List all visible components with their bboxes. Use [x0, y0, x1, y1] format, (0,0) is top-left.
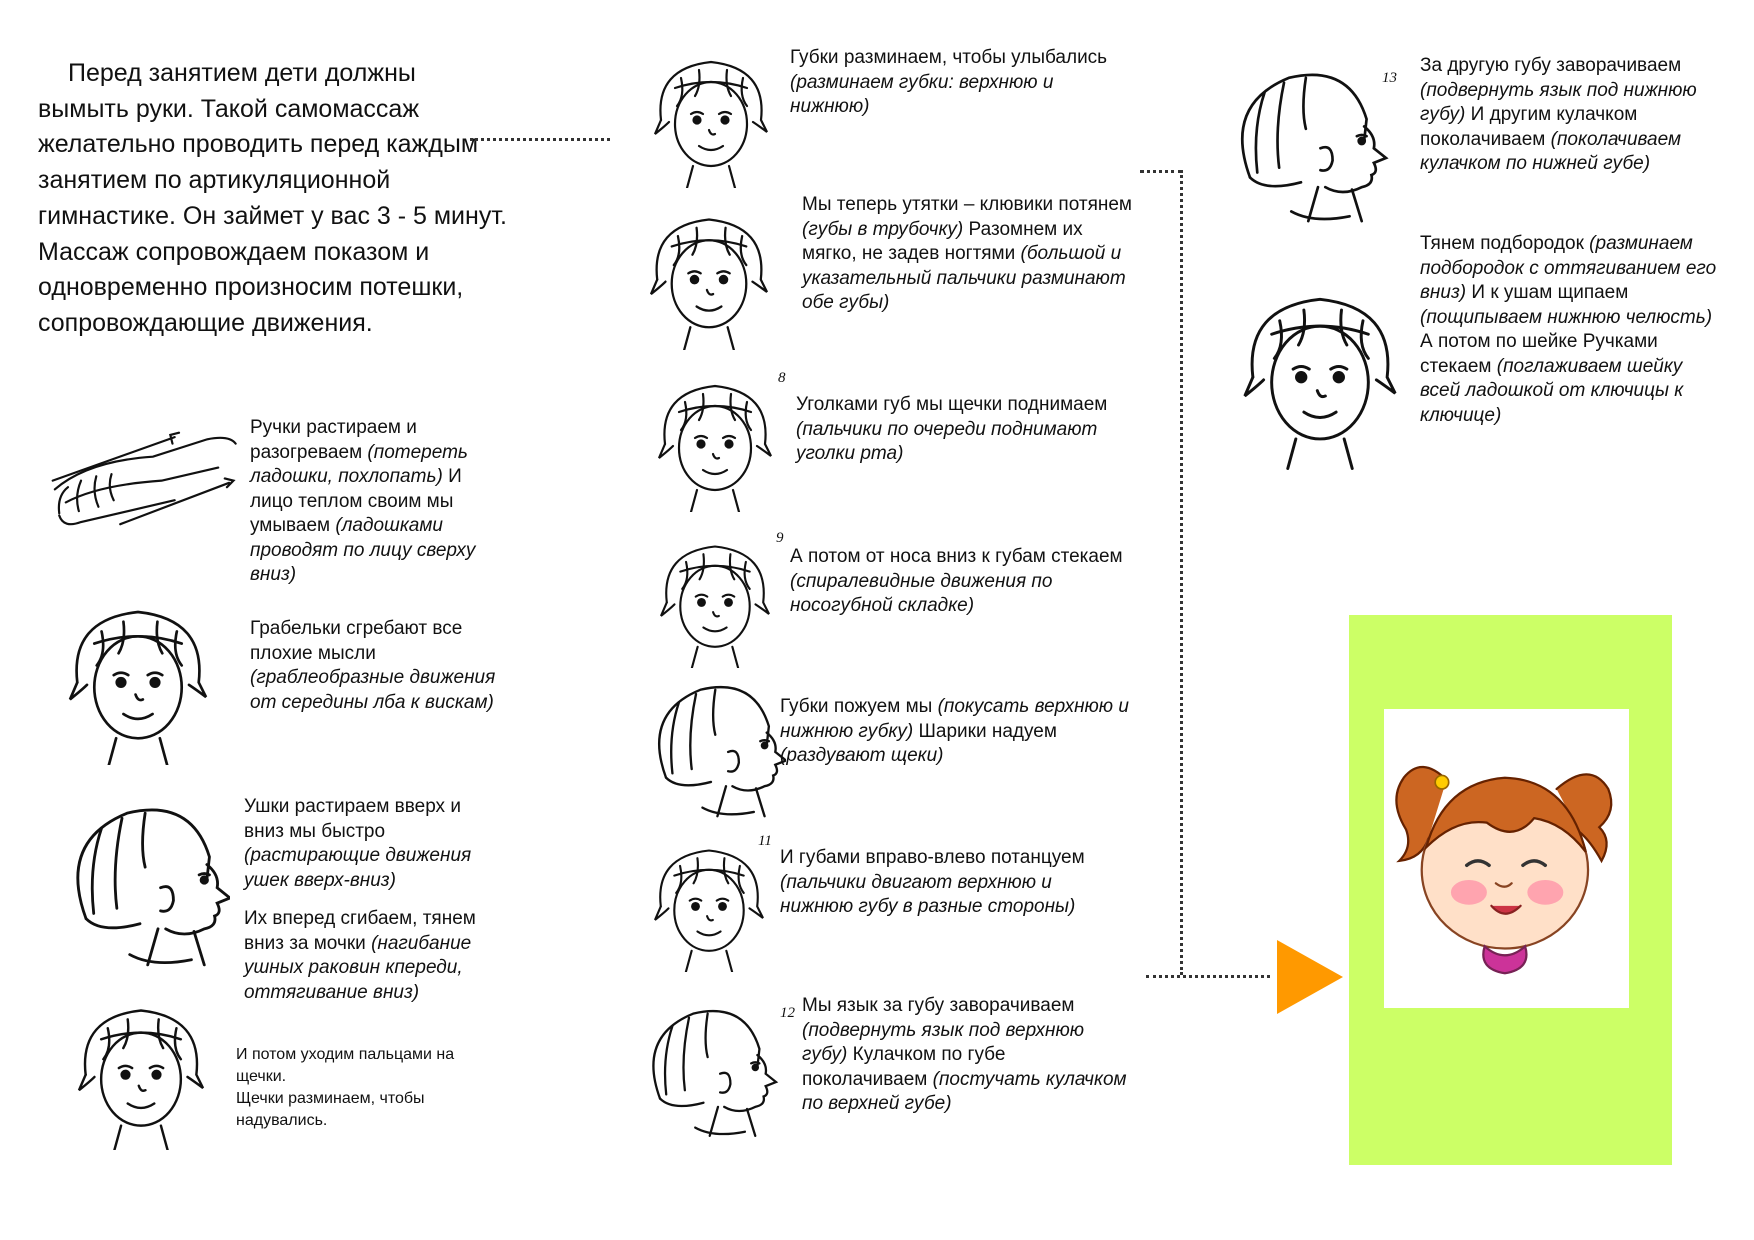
middle-block-7: [802, 994, 1132, 1117]
left-block-3: [244, 795, 500, 1005]
orange-arrow-icon: [1277, 940, 1343, 1014]
middle-4-text-1: А потом от носа вниз к губам стекаем: [790, 546, 1123, 567]
right-2-instruction-1: (разминаем подбородок с оттягиванием его вниз): [1420, 233, 1717, 303]
middle-7-text-2: Кулачком по губе поколачиваем: [802, 1044, 1006, 1090]
middle-block-1: [790, 46, 1130, 120]
dotted-connector-right-top: [1140, 170, 1182, 173]
left-1-instruction-1: (потереть ладошки, похлопать): [250, 441, 468, 487]
ear-rubbing-illustration: [50, 785, 230, 975]
rubbing-hands-illustration: [44, 410, 240, 560]
middle-3-text-1: Уголками губ мы щечки поднимаем: [796, 394, 1108, 415]
middle-5-text-1: Губки пожуем мы: [780, 696, 933, 717]
middle-6-instruction-1: (пальчики двигают верхнюю и нижнюю губу в разные стороны): [780, 871, 1076, 917]
forehead-massage-illustration: [38, 595, 238, 765]
left-1-text-1: Ручки растираем и разогреваем: [250, 417, 417, 463]
left-4-text-2: Щечки разминаем, чтобы надувались.: [236, 1090, 425, 1129]
left-1-instruction-2: (ладошками проводят по лицу сверху вниз): [250, 515, 476, 585]
lips-massage-illustration: [636, 48, 786, 188]
middle-5-instruction-1: (покусать верхнюю и нижнюю губку): [780, 696, 1129, 742]
right-2-text-2: И к ушам щипаем: [1471, 282, 1629, 303]
duck-lips-illustration: [634, 205, 784, 350]
step-number-11: 11: [758, 833, 772, 849]
middle-2-text-2: Разомнем их мягко, не задев ногтями: [802, 218, 1083, 264]
middle-1-text-1: Губки разминаем, чтобы улыбались: [790, 47, 1108, 68]
middle-7-text-1: Мы язык за губу заворачиваем: [802, 995, 1075, 1016]
left-3-text-2: Их вперед сгибаем, тянем вниз за мочки: [244, 908, 476, 954]
lips-sideways-illustration: [634, 837, 784, 972]
middle-4-instruction-1: (спиралевидные движения по носогубной складке): [790, 570, 1053, 616]
tongue-lower-lip-illustration: [1206, 56, 1396, 226]
right-block-2: [1420, 232, 1720, 428]
middle-7-instruction-1: (подвернуть язык под верхнюю губу): [802, 1019, 1085, 1065]
cheek-massage-illustration: [56, 995, 226, 1150]
right-block-1: [1420, 54, 1720, 177]
right-1-instruction-2: (поколачиваем кулачком по нижней губе): [1420, 128, 1681, 174]
middle-block-5: [780, 695, 1130, 769]
middle-7-instruction-2: (постучать кулачком по верхней губе): [802, 1068, 1127, 1114]
smiling-girl-illustration: [1388, 732, 1624, 992]
right-2-text-1: Тянем подбородок: [1420, 233, 1584, 254]
middle-6-text-1: И губами вправо-влево потанцуем: [780, 847, 1085, 868]
right-2-instruction-3: (поглаживаем шейку всей ладошкой от ключицы к ключице): [1420, 355, 1684, 426]
middle-block-4: [790, 545, 1130, 619]
nasolabial-illustration: [640, 533, 790, 668]
chewing-lips-illustration: [636, 668, 786, 823]
right-1-text-1: За другую губу заворачиваем: [1420, 55, 1682, 76]
dotted-connector-to-arrow: [1146, 975, 1270, 978]
left-2-text-1: Грабельки сгребают все плохие мысли: [250, 618, 463, 664]
middle-2-instruction-1: (губы в трубочку): [802, 218, 964, 240]
middle-1-instruction-1: (разминаем губки: верхнюю и нижнюю): [790, 71, 1054, 117]
middle-5-instruction-2: (раздувают щеки): [780, 745, 944, 766]
right-2-text-3: А потом по шейке Ручками стекаем: [1420, 331, 1658, 377]
left-block-1: [250, 416, 500, 588]
intro-paragraph: Перед занятием дети должны вымыть руки. Такой самомассаж желательно проводить перед каждым занятием по артикуляционной гимнастике. Он займет у вас 3 - 5 минут. Массаж сопровождаем показом и одновременно произносим потешки, сопровождающие движения.: [38, 59, 507, 337]
left-3-instruction-2: (нагибание ушных раковин кпереди, оттягивание вниз): [244, 932, 472, 1003]
left-block-4: [236, 1044, 500, 1132]
middle-2-text-1: Мы теперь утятки – клювики потянем: [802, 194, 1132, 215]
dotted-connector-top: [470, 138, 610, 141]
right-1-text-2: И другим кулачком поколачиваем: [1420, 104, 1638, 150]
left-block-2: [250, 617, 500, 715]
right-2-instruction-2: (пощипываем нижнюю челюсть): [1420, 306, 1713, 328]
tongue-upper-lip-illustration: [626, 995, 781, 1140]
step-number-9: 9: [776, 530, 784, 546]
middle-block-2: [802, 193, 1132, 316]
middle-2-instruction-2: (большой и указательный пальчики разминают обе губы): [802, 243, 1126, 313]
left-2-instruction-1: (граблеобразные движения от середины лба к вискам): [250, 667, 496, 713]
right-1-instruction-1: (подвернуть язык под нижнюю губу): [1420, 79, 1697, 125]
step-number-13: 13: [1382, 70, 1397, 86]
chin-massage-illustration: [1226, 272, 1414, 477]
left-3-text-1: Ушки растираем вверх и вниз мы быстро: [244, 796, 461, 842]
middle-3-instruction-1: (пальчики по очереди поднимают уголки рта): [796, 418, 1098, 464]
left-3-instruction-1: (растирающие движения ушек вверх-вниз): [244, 845, 472, 891]
step-number-8: 8: [778, 370, 786, 386]
middle-block-3: [796, 393, 1126, 467]
left-1-text-2: И лицо теплом своим мы умываем: [250, 466, 462, 536]
middle-block-6: [780, 846, 1130, 920]
dotted-connector-right-vertical: [1180, 170, 1183, 975]
left-4-text-1: И потом уходим пальцами на щечки.: [236, 1046, 455, 1085]
lip-corners-illustration: [640, 372, 790, 512]
step-number-12: 12: [780, 1005, 795, 1021]
middle-5-text-2: Шарики надуем: [918, 720, 1057, 742]
